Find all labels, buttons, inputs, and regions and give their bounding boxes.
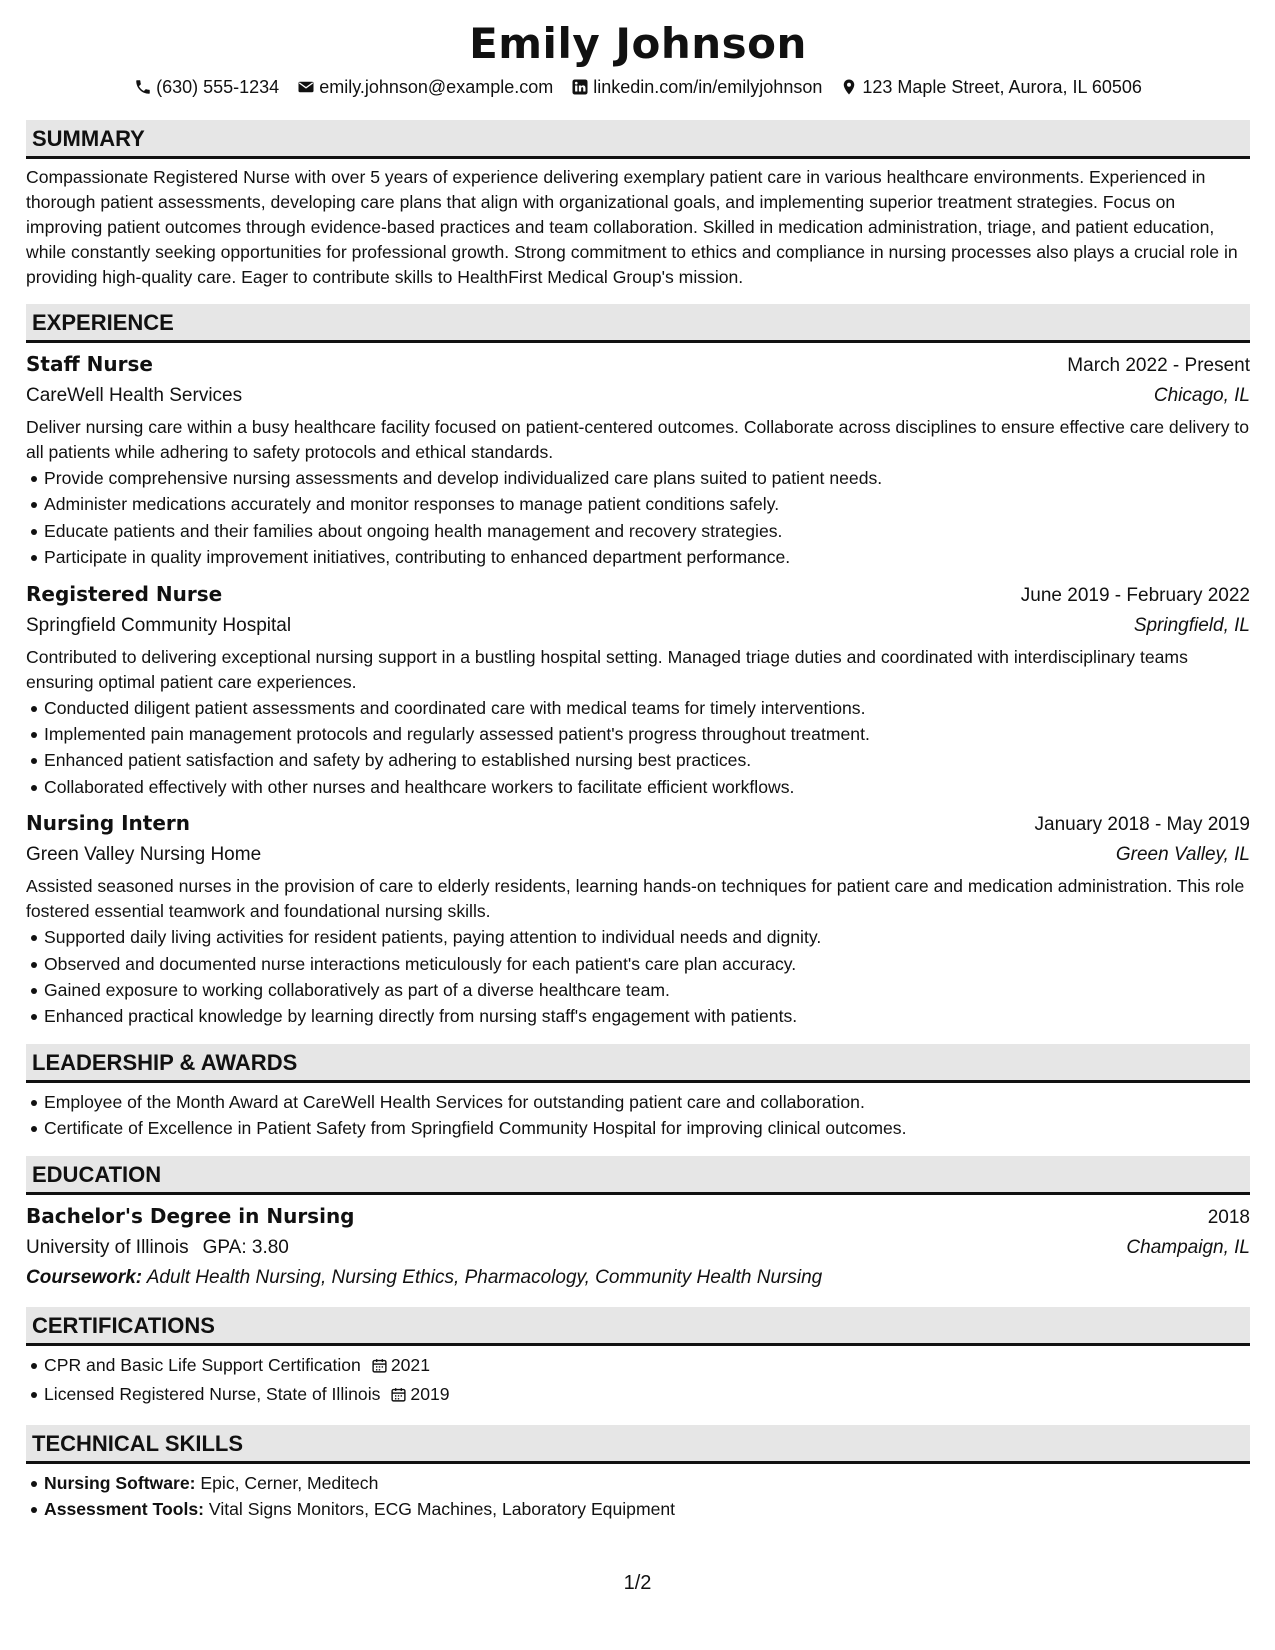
job-location: Green Valley, IL	[1115, 844, 1250, 866]
list-item: Enhanced practical knowledge by learning directly from nursing staff's engagement with patients.	[44, 1003, 1250, 1029]
envelope-icon	[297, 78, 315, 96]
graduation-year: 2018	[1207, 1206, 1250, 1228]
section-heading: LEADERSHIP & AWARDS	[26, 1044, 1250, 1083]
job-dates: March 2022 - Present	[1067, 355, 1250, 376]
job-organization: Green Valley Nursing Home	[26, 844, 262, 866]
certifications-section	[26, 1307, 1250, 1411]
contact-address	[840, 74, 1142, 100]
coursework-text: Adult Health Nursing, Nursing Ethics, Pharmacology, Community Health Nursing	[146, 1266, 823, 1288]
page-number: 1/2	[623, 1572, 652, 1594]
linkedin-link[interactable]: linkedin.com/in/emilyjohnson	[593, 77, 823, 97]
list-item: Supported daily living activities for resident patients, paying attention to individual needs and dignity.	[44, 924, 1250, 950]
job-description: Contributed to delivering exceptional nursing support in a bustling hospital setting. Managed triage duties and coordinated with interdisciplinary teams ensuring optimal patient care experiences.	[26, 646, 1188, 692]
job-organization: CareWell Health Services	[26, 385, 243, 406]
job-organization: Springfield Community Hospital	[26, 614, 292, 636]
skill-label: Assessment Tools:	[44, 1498, 205, 1519]
certification-list	[26, 1352, 1250, 1411]
address-text: 123 Maple Street, Aurora, IL 60506	[862, 77, 1142, 97]
skill-value: Epic, Cerner, Meditech	[200, 1472, 379, 1493]
list-item: Certificate of Excellence in Patient Safety from Springfield Community Hospital for improving clinical outcomes.	[44, 1115, 1250, 1141]
contact-linkedin[interactable]	[571, 74, 822, 100]
contact-email[interactable]	[297, 74, 553, 100]
list-item	[44, 1470, 1250, 1496]
contact-phone	[134, 74, 279, 100]
job-dates: June 2019 - February 2022	[1020, 584, 1250, 606]
job-entry	[26, 349, 1250, 571]
skills-list	[26, 1470, 1250, 1523]
list-item: Observed and documented nurse interactions meticulously for each patient's care plan accuracy.	[44, 951, 1250, 977]
phone-icon	[134, 78, 152, 96]
coursework-label: Coursework:	[26, 1266, 143, 1288]
certification-name: Licensed Registered Nurse, State of Illinois	[44, 1384, 381, 1405]
list-item: Administer medications accurately and monitor responses to manage patient conditions safely.	[44, 491, 1250, 517]
job-entry	[26, 808, 1250, 1030]
school-name: University of Illinois	[26, 1236, 189, 1258]
job-entry	[26, 579, 1250, 801]
school-line	[26, 1233, 289, 1263]
section-heading: CERTIFICATIONS	[26, 1307, 1250, 1346]
certification-year: 2019	[410, 1384, 450, 1405]
section-heading: TECHNICAL SKILLS	[26, 1425, 1250, 1464]
job-description: Deliver nursing care within a busy healthcare facility focused on patient-centered outcomes. Collaborate across disciplines to ensure effective care delivery to all patients while adhering to safety protocols and ethical standards.	[26, 417, 1250, 462]
job-description: Assisted seasoned nurses in the provision of care to elderly residents, learning hands-on techniques for patient care and medication administration. This role fostered essential teamwork and foundational nursing skills.	[26, 876, 1245, 922]
candidate-name: Emily Johnson	[469, 19, 807, 68]
linkedin-icon	[571, 78, 589, 96]
summary-text: Compassionate Registered Nurse with over 5 years of experience delivering exemplary patient care in various healthcare environments. Experienced in thorough patient assessments, developing care plans that align with organizational goals, and implementing superior treatment strategies. Focus on improving patient outcomes through evidence-based practices and team collaboration. Skilled in medication administration, triage, and patient education, while constantly seeking opportunities for professional growth. Strong commitment to ethics and compliance in nursing processes also plays a crucial role in providing high-quality care. Eager to contribute skills to HealthFirst Medical Group's mission.	[26, 167, 1238, 287]
section-heading: SUMMARY	[26, 120, 1250, 159]
skills-section	[26, 1425, 1250, 1523]
list-item	[44, 1381, 1250, 1410]
list-item: Provide comprehensive nursing assessments and develop individualized care plans suited to patient needs.	[44, 465, 1250, 491]
list-item: Enhanced patient satisfaction and safety by adhering to established nursing best practices.	[44, 747, 1250, 773]
email-link[interactable]: emily.johnson@example.com	[319, 77, 554, 97]
education-section	[26, 1156, 1250, 1293]
section-heading: EXPERIENCE	[26, 304, 1250, 343]
school-location: Champaign, IL	[1126, 1236, 1250, 1258]
job-title: Staff Nurse	[26, 352, 153, 376]
coursework-line	[26, 1263, 1250, 1293]
skill-label: Nursing Software:	[44, 1472, 196, 1493]
experience-section	[26, 304, 1250, 1030]
certification-name: CPR and Basic Life Support Certification	[44, 1354, 361, 1375]
skill-value: Vital Signs Monitors, ECG Machines, Laboratory Equipment	[208, 1498, 676, 1519]
gpa: GPA: 3.80	[202, 1236, 289, 1258]
summary-section	[26, 120, 1250, 290]
certification-year: 2021	[390, 1354, 430, 1375]
job-bullets	[26, 465, 1250, 571]
education-entry	[26, 1201, 1250, 1293]
list-item: Educate patients and their families about ongoing health management and recovery strategies.	[44, 518, 1250, 544]
award-list	[26, 1089, 1250, 1142]
list-item: Employee of the Month Award at CareWell Health Services for outstanding patient care and collaboration.	[44, 1089, 1250, 1115]
job-location: Springfield, IL	[1133, 614, 1250, 636]
calendar-icon	[390, 1384, 407, 1410]
job-title: Nursing Intern	[26, 811, 191, 836]
list-item	[44, 1496, 1250, 1522]
list-item: Conducted diligent patient assessments and coordinated care with medical teams for timely interventions.	[44, 695, 1250, 721]
job-bullets	[26, 695, 1250, 801]
map-pin-icon	[840, 78, 858, 96]
list-item: Gained exposure to working collaboratively as part of a diverse healthcare team.	[44, 977, 1250, 1003]
resume-page	[26, 18, 1250, 1522]
list-item: Participate in quality improvement initiatives, contributing to enhanced department performance.	[44, 544, 1250, 570]
job-title: Registered Nurse	[26, 581, 223, 606]
phone-text: (630) 555-1234	[156, 77, 280, 97]
list-item: Collaborated effectively with other nurses and healthcare workers to facilitate efficient workflows.	[44, 774, 1250, 800]
leadership-section	[26, 1044, 1250, 1142]
section-heading: EDUCATION	[26, 1156, 1250, 1195]
list-item: Implemented pain management protocols and regularly assessed patient's progress throughout treatment.	[44, 721, 1250, 747]
list-item	[44, 1352, 1250, 1381]
degree-title: Bachelor's Degree in Nursing	[26, 1203, 355, 1228]
job-location: Chicago, IL	[1153, 385, 1250, 406]
contact-bar	[26, 74, 1250, 100]
job-dates: January 2018 - May 2019	[1034, 814, 1250, 836]
job-bullets	[26, 924, 1250, 1030]
calendar-icon	[371, 1355, 388, 1381]
